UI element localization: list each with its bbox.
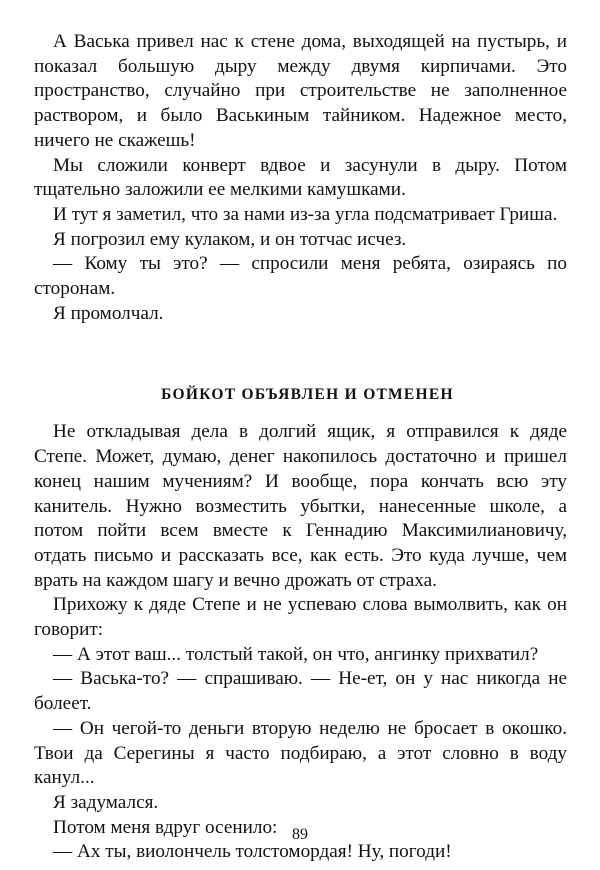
- paragraph: — Васька-то? — спрашиваю. — Не-ет, он у нас никогда не болеет.: [34, 668, 567, 715]
- paragraph: И тут я заметил, что за нами из-за угла подсматривает Гриша.: [53, 203, 558, 225]
- text-block-top: [34, 30, 567, 326]
- paragraph: Не откладывая дела в долгий ящик, я отправился к дяде Степе. Может, думаю, денег накопилось достаточно и пришел конец нашим мучениям? И вообще, пора кончать всю эту канитель. Нужно возместить убытки, нанесенные школе, а потом пойти всем вместе к Геннадию Максимилиановичу, отдать письмо и рассказать все, как есть. Это куда лучше, чем врать на каждом шагу и вечно дрожать от страха.: [34, 421, 567, 591]
- paragraph: Я промолчал.: [53, 302, 164, 324]
- paragraph: — Ах ты, виолончель толстомордая! Ну, погоди!: [53, 841, 452, 863]
- paragraph: Прихожу к дяде Степе и не успеваю слова вымолвить, как он говорит:: [34, 594, 567, 641]
- paragraph: Мы сложили конверт вдвое и засунули в дыру. Потом тщательно заложили ее мелкими камушками.: [34, 154, 567, 201]
- book-page: [34, 30, 567, 865]
- paragraph: Я задумался.: [53, 791, 159, 813]
- chapter-title: БОЙКОТ ОБЪЯВЛЕН И ОТМЕНЕН: [161, 386, 454, 404]
- paragraph: А Васька привел нас к стене дома, выходящей на пустырь, и показал большую дыру между двумя кирпичами. Это пространство, случайно при строительстве не заполненное раствором, и было Васькиным тайником. Надежное место, ничего не скажешь!: [34, 31, 567, 151]
- page-number: 89: [292, 826, 308, 843]
- section-spacer: [34, 326, 567, 385]
- paragraph: Я погрозил ему кулаком, и он тотчас исчез.: [53, 228, 407, 250]
- text-block-chapter: [34, 420, 567, 865]
- paragraph: — Он чегой-то деньги вторую неделю не бросает в окошко. Твои да Серегины я часто подбираю, а этот словно в воду канул...: [34, 717, 567, 789]
- paragraph: — Кому ты это? — спросили меня ребята, озираясь по сторонам.: [34, 253, 567, 300]
- paragraph: — А этот ваш... толстый такой, он что, ангинку прихватил?: [53, 643, 539, 665]
- paragraph: Потом меня вдруг осенило:: [53, 816, 278, 838]
